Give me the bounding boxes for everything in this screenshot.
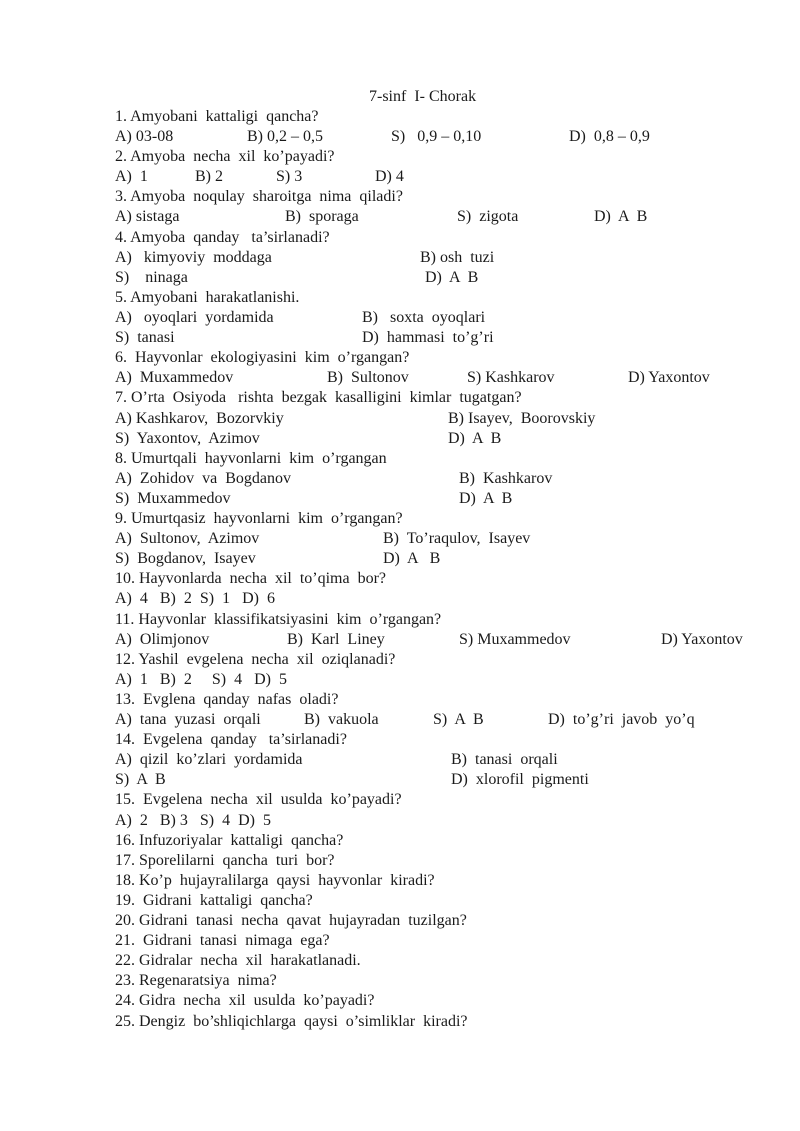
answer-option: A) qizil ko’zlari yordamida (115, 751, 303, 768)
answer-option: A) kimyoviy moddaga (115, 249, 272, 266)
answer-options (115, 328, 755, 348)
answer-option: B) soxta oyoqlari (362, 309, 486, 326)
answer-options: A) 1 B) 2 S) 4 D) 5 (115, 671, 287, 688)
answer-option: B) sporaga (285, 208, 359, 225)
answer-option: S) tanasi (115, 329, 175, 346)
answer-option: B) Karl Liney (287, 631, 385, 648)
answer-option: S) 0,9 – 0,10 (391, 128, 482, 145)
answer-option: S) A B (433, 711, 484, 728)
answer-option: A) 1 (115, 168, 148, 185)
answer-option: B) Kashkarov (459, 470, 553, 487)
question-text: 16. Infuzoriyalar kattaligi qancha? (115, 832, 344, 849)
answer-option: D) xlorofil pigmenti (451, 771, 589, 788)
answer-option: D) hammasi to’g’ri (362, 329, 494, 346)
answer-option: B) osh tuzi (420, 249, 495, 266)
answer-option: S) Yaxontov, Azimov (115, 430, 260, 447)
answer-option: B) 0,2 – 0,5 (247, 128, 323, 145)
question-text: 25. Dengiz bo’shliqichlarga qaysi o’simliklar kiradi? (115, 1013, 468, 1030)
answer-option: D) 0,8 – 0,9 (569, 128, 650, 145)
question-text: 20. Gidrani tanasi necha qavat hujayradan tuzilgan? (115, 912, 467, 929)
question-text: 4. Amyoba qanday ta’sirlanadi? (115, 229, 330, 246)
question-text: 21. Gidrani tanasi nimaga ega? (115, 932, 330, 949)
question-text: 15. Evgelena necha xil usulda ko’payadi? (115, 791, 402, 808)
answer-options (115, 248, 755, 268)
answer-options (115, 429, 755, 449)
question-text: 24. Gidra necha xil usulda ko’payadi? (115, 992, 375, 1009)
answer-options (115, 750, 755, 770)
answer-option: D) A B (594, 208, 648, 225)
answer-option: D) 4 (375, 168, 404, 185)
question-text: 11. Hayvonlar klassifikatsiyasini kim o’rgangan? (115, 611, 442, 628)
answer-option: A) 03-08 (115, 128, 174, 145)
question-text: 10. Hayvonlarda necha xil to’qima bor? (115, 570, 387, 587)
answer-option: D) A B (383, 550, 441, 567)
answer-options (115, 268, 755, 288)
answer-option: B) Isayev, Boorovskiy (448, 410, 596, 427)
answer-option: D) to’g’ri javob yo’q (548, 711, 695, 728)
answer-options (115, 549, 755, 569)
question-text: 23. Regenaratsiya nima? (115, 972, 277, 989)
question-text: 19. Gidrani kattaligi qancha? (115, 892, 313, 909)
answer-option: A) tana yuzasi orqali (115, 711, 261, 728)
answer-option: S) zigota (457, 208, 519, 225)
answer-option: A) Kashkarov, Bozorvkiy (115, 410, 284, 427)
answer-options (115, 630, 755, 650)
answer-options (115, 710, 755, 730)
question-text: 5. Amyobani harakatlanishi. (115, 289, 300, 306)
question-text: 18. Ko’p hujayralilarga qaysi hayvonlar kiradi? (115, 872, 435, 889)
question-text: 9. Umurtqasiz hayvonlarni kim o’rgangan? (115, 510, 403, 527)
answer-options (115, 489, 755, 509)
answer-options (115, 469, 755, 489)
answer-options (115, 308, 755, 328)
answer-option: B) To’raqulov, Isayev (383, 530, 531, 547)
answer-option: S) A B (115, 771, 166, 788)
question-text: 17. Sporelilarni qancha turi bor? (115, 852, 335, 869)
answer-options (115, 368, 755, 388)
answer-option: D) Yaxontov (661, 631, 743, 648)
question-text: 8. Umurtqali hayvonlarni kim o’rgangan (115, 450, 387, 467)
answer-options (115, 127, 755, 147)
answer-option: B) tanasi orqali (451, 751, 558, 768)
answer-option: B) 2 (195, 168, 223, 185)
answer-option: S) Muxammedov (459, 631, 571, 648)
answer-option: A) sistaga (115, 208, 180, 225)
answer-option: D) A B (425, 269, 479, 286)
answer-option: A) Sultonov, Azimov (115, 530, 260, 547)
answer-options (115, 409, 755, 429)
answer-option: S) Muxammedov (115, 490, 231, 507)
answer-options: A) 4 B) 2 S) 1 D) 6 (115, 590, 275, 607)
answer-option: S) Bogdanov, Isayev (115, 550, 256, 567)
answer-option: S) Kashkarov (467, 369, 555, 386)
answer-option: S) ninaga (115, 269, 188, 286)
answer-options (115, 529, 755, 549)
answer-option: B) vakuola (304, 711, 379, 728)
answer-option: D) Yaxontov (628, 369, 710, 386)
document-title: 7-sinf I- Chorak (369, 88, 477, 105)
answer-option: D) A B (459, 490, 513, 507)
answer-option: B) Sultonov (327, 369, 409, 386)
answer-option: A) Zohidov va Bogdanov (115, 470, 291, 487)
answer-options (115, 770, 755, 790)
answer-options (115, 167, 755, 187)
answer-option: A) Olimjonov (115, 631, 210, 648)
question-text: 7. O’rta Osiyoda rishta bezgak kasalligini kimlar tugatgan? (115, 389, 522, 406)
question-text: 12. Yashil evgelena necha xil oziqlanadi? (115, 651, 396, 668)
question-text: 22. Gidralar necha xil harakatlanadi. (115, 952, 361, 969)
answer-option: A) Muxammedov (115, 369, 234, 386)
answer-option: D) A B (448, 430, 502, 447)
answer-option: A) oyoqlari yordamida (115, 309, 274, 326)
question-text: 3. Amyoba noqulay sharoitga nima qiladi? (115, 188, 403, 205)
answer-options: A) 2 B) 3 S) 4 D) 5 (115, 812, 271, 829)
answer-option: S) 3 (276, 168, 303, 185)
question-text: 6. Hayvonlar ekologiyasini kim o’rgangan? (115, 349, 410, 366)
question-text: 1. Amyobani kattaligi qancha? (115, 108, 319, 125)
question-text: 2. Amyoba necha xil ko’payadi? (115, 148, 335, 165)
question-text: 13. Evglena qanday nafas oladi? (115, 691, 339, 708)
answer-options (115, 207, 755, 227)
question-text: 14. Evgelena qanday ta’sirlanadi? (115, 731, 347, 748)
